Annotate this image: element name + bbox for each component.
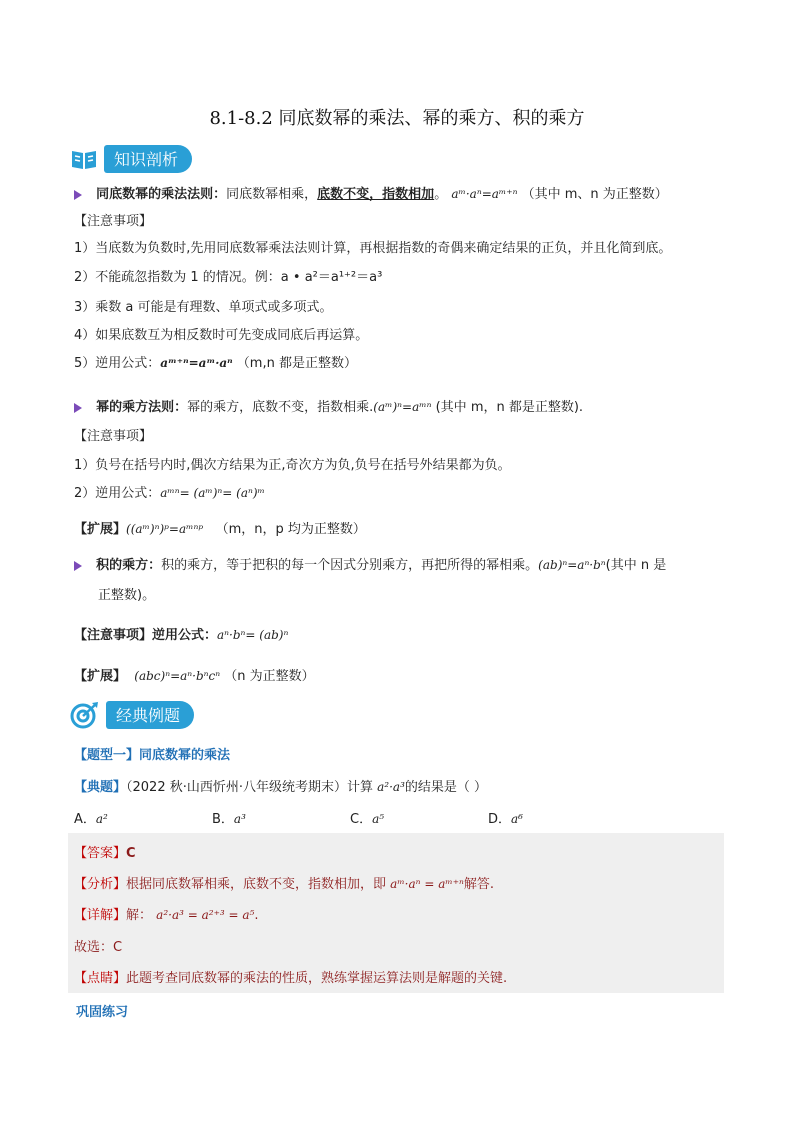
example-tail: 的结果是（ ） bbox=[404, 780, 488, 795]
ext1-label: 【扩展】 bbox=[74, 522, 127, 537]
bullet-icon bbox=[74, 403, 82, 413]
option-b[interactable]: B．a³ bbox=[212, 812, 246, 827]
section-label: 知识剖析 bbox=[104, 145, 192, 173]
page-title: 8.1-8.2 同底数幂的乘法、幂的乘方、积的乘方 bbox=[209, 108, 585, 129]
notes3-label: 【注意事项】逆用公式： bbox=[74, 628, 218, 643]
ext1-note: （m，n，p 均为正整数） bbox=[215, 522, 366, 537]
section-header-examples bbox=[70, 702, 194, 728]
notes1-item2: 2）不能疏忽指数为 1 的情况。例：a • a²＝a¹⁺²＝a³ bbox=[74, 270, 383, 285]
comment-line bbox=[74, 967, 507, 986]
notes1-item5 bbox=[74, 352, 357, 371]
rule1-note: （其中 m、n 为正整数） bbox=[521, 187, 668, 202]
target-icon bbox=[70, 701, 100, 729]
bullet-icon bbox=[74, 561, 82, 571]
notes3-line bbox=[74, 624, 288, 643]
example-expr: a²·a³ bbox=[377, 780, 405, 794]
rule1-period: 。 bbox=[434, 187, 448, 202]
rule2-formula: (aᵐ)ⁿ=aᵐⁿ bbox=[373, 400, 432, 414]
detail-tag: 【详解】 bbox=[74, 908, 127, 923]
notes3-formula: aⁿ·bⁿ= (ab)ⁿ bbox=[217, 628, 289, 642]
option-c[interactable]: C．a⁵ bbox=[350, 812, 385, 827]
detail-formula: a²·a³ = a²⁺³ = a⁵ bbox=[156, 908, 255, 922]
analysis-formula: aᵐ·aⁿ = aᵐ⁺ⁿ bbox=[390, 877, 464, 891]
rule1-text: 同底数幂相乘， bbox=[226, 187, 318, 202]
analysis-text: 根据同底数幂相乘，底数不变，指数相加，即 bbox=[126, 877, 387, 892]
example-source: （2022 秋·山西忻州·八年级统考期末）计算 bbox=[126, 780, 373, 795]
rule1-formula: aᵐ·aⁿ=aᵐ⁺ⁿ bbox=[451, 187, 518, 201]
item2-formula: aᵐⁿ= (aᵐ)ⁿ= (aⁿ)ᵐ bbox=[160, 486, 265, 500]
comment-text: 此题考查同底数幂的乘法的性质，熟练掌握运算法则是解题的关键. bbox=[126, 971, 508, 986]
section-header-knowledge bbox=[70, 146, 192, 172]
rule2-note: (其中 m，n 都是正整数). bbox=[435, 400, 584, 415]
option-a[interactable]: A．a² bbox=[74, 812, 108, 827]
choose-line: 故选：C bbox=[74, 940, 123, 955]
book-icon bbox=[70, 147, 98, 171]
bullet-icon bbox=[74, 190, 82, 200]
rule2-heading: 幂的乘方法则： bbox=[96, 400, 188, 415]
rule3-text: 积的乘方，等于把积的每一个因式分别乘方，再把所得的幂相乘。 bbox=[161, 558, 539, 573]
notes1-item3: 3）乘数 a 可能是有理数、单项式或多项式。 bbox=[74, 300, 333, 315]
rule3-heading: 积的乘方： bbox=[96, 558, 162, 573]
section-label: 经典例题 bbox=[106, 701, 194, 729]
rule3-formula: (ab)ⁿ=aⁿ·bⁿ bbox=[538, 558, 606, 572]
rule3-note2: 正整数)。 bbox=[98, 588, 156, 603]
rule1-line bbox=[74, 183, 668, 202]
rule2-text: 幂的乘方，底数不变，指数相乘. bbox=[187, 400, 374, 415]
ext1-line bbox=[74, 518, 366, 537]
answer-value: C bbox=[126, 846, 136, 861]
rule2-line bbox=[74, 396, 583, 415]
notes2-item1: 1）负号在括号内时,偶次方结果为正,奇次方为负,负号在括号外结果都为负。 bbox=[74, 458, 511, 473]
options-row bbox=[74, 808, 724, 828]
analysis-line bbox=[74, 873, 494, 892]
notes2-heading: 【注意事项】 bbox=[74, 429, 153, 444]
rule1-heading: 同底数幂的乘法法则： bbox=[96, 187, 227, 202]
notes2-item2 bbox=[74, 482, 265, 501]
rule3-note: (其中 n 是 bbox=[605, 558, 667, 573]
ext2-line bbox=[74, 665, 315, 684]
notes1-heading: 【注意事项】 bbox=[74, 214, 153, 229]
answer-line bbox=[74, 842, 136, 861]
notes1-item1: 1）当底数为负数时,先用同底数幂乘法法则计算，再根据指数的奇偶来确定结果的正负，并且化简到底。 bbox=[74, 241, 672, 256]
rule3-line bbox=[74, 554, 666, 573]
practice-heading: 巩固练习 bbox=[76, 1005, 129, 1020]
item5-label: 5）逆用公式： bbox=[74, 356, 161, 371]
item5-note: （m,n 都是正整数） bbox=[236, 356, 357, 371]
option-d[interactable]: D．a⁶ bbox=[488, 812, 523, 827]
item5-formula: aᵐ⁺ⁿ=aᵐ·aⁿ bbox=[160, 356, 233, 370]
answer-tag: 【答案】 bbox=[74, 846, 127, 861]
ext2-note: （n 为正整数） bbox=[224, 669, 315, 684]
detail-tail: . bbox=[254, 908, 259, 923]
comment-tag: 【点睛】 bbox=[74, 971, 127, 986]
detail-line bbox=[74, 904, 259, 923]
example-question bbox=[74, 776, 487, 795]
example-tag: 【典题】 bbox=[74, 780, 127, 795]
question-type: 【题型一】同底数幂的乘法 bbox=[74, 748, 231, 763]
detail-text: 解： bbox=[126, 908, 153, 923]
analysis-tail: 解答. bbox=[463, 877, 495, 892]
rule1-emphasis: 底数不变，指数相加 bbox=[317, 187, 435, 202]
item2-label: 2）逆用公式： bbox=[74, 486, 161, 501]
notes1-item4: 4）如果底数互为相反数时可先变成同底后再运算。 bbox=[74, 328, 369, 343]
ext2-label: 【扩展】 bbox=[74, 669, 127, 684]
ext1-formula: ((aᵐ)ⁿ)ᵖ=aᵐⁿᵖ bbox=[126, 522, 204, 536]
ext2-formula: (abc)ⁿ=aⁿ·bⁿcⁿ bbox=[134, 669, 221, 683]
analysis-tag: 【分析】 bbox=[74, 877, 127, 892]
